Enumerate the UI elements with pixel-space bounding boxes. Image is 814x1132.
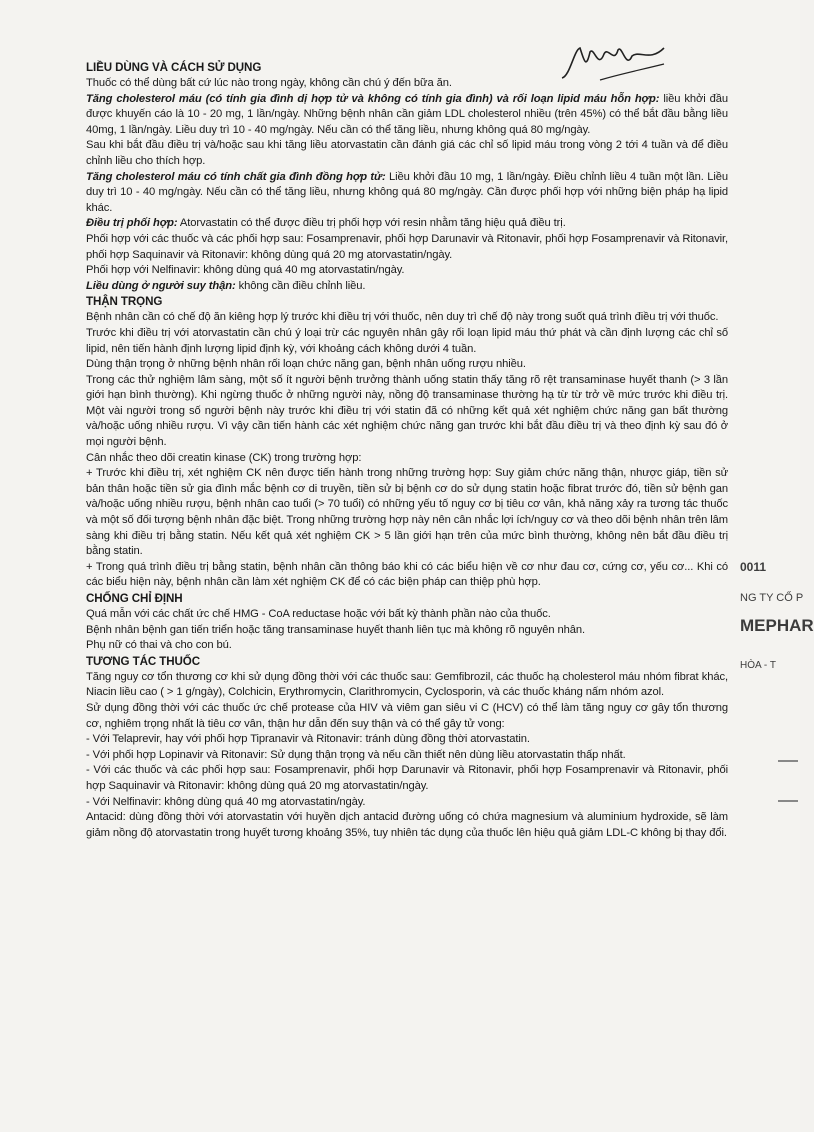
interactions-p4: - Với phối hợp Lopinavir và Ritonavir: Sử dụng thận trọng và nếu cần thiết nên dùng liều atorvastatin thấp nhất. <box>86 748 626 761</box>
dosage-p2-emphasis: Tăng cholesterol máu (có tính gia đình dị hợp tử và không có tính gia đình) và rối loạn lipid máu hỗn hợp: <box>86 92 660 105</box>
caution-p3: Dùng thận trọng ở những bệnh nhân rối loạn chức năng gan, bệnh nhân uống rượu nhiều. <box>86 358 526 371</box>
heading-caution: THẬN TRỌNG <box>86 295 163 309</box>
dosage-p5-emphasis: Điều trị phối hợp: <box>86 217 178 230</box>
dosage-p4 <box>86 170 728 217</box>
interactions-p2: Sử dụng đồng thời với các thuốc ức chế protease của HIV và viêm gan siêu vi C (HCV) có thể làm tăng nguy cơ gây tổn thương cơ, nghiêm trọng nhất là tiêu cơ vân, thận hư dẫn đến suy thận và có thể gây tử vong: <box>86 701 728 730</box>
caution-p5: Cân nhắc theo dõi creatin kinase (CK) trong trường hợp: <box>86 451 362 464</box>
dosage-p2-text: liều khởi đầu được khuyến cáo là 10 - 20 mg, 1 lần/ngày. Những bệnh nhân cần giảm LDL cholesterol nhiều (trên 45%) có thể bắt đầu bằng liều 40mg, 1 lần/ngày. Liều duy trì 10 - 40 mg/ngày. Nếu cần có thể tăng liều, nhưng không quá 80 mg/ngày. <box>86 92 728 136</box>
interactions-p3: - Với Telaprevir, hay với phối hợp Tipranavir và Ritonavir: tránh dùng đồng thời atorvastatin. <box>86 733 530 746</box>
interactions-p7: Antacid: dùng đồng thời với atorvastatin với huyền dịch antacid đường uống có chứa magnesium và aluminium hydroxide, sẽ làm giảm nồng độ atorvastatin trong huyết tương khoảng 35%, tuy nhiên tác dụng của thuốc lên hiệu quả giảm LDL-C không bị thay đổi. <box>86 811 728 839</box>
interactions-p5: - Với các thuốc và các phối hợp sau: Fosamprenavir, phối hợp Darunavir và Ritonavir, phối hợp Fosamprenavir và Ritonavir, phối hợp Saquinavir và Ritonavir: không dùng quá 20 mg atorvastatin/ngày. <box>86 764 728 792</box>
dosage-p2 <box>86 92 728 139</box>
dosage-p8-text: không cần điều chỉnh liều. <box>235 279 366 292</box>
dosage-p5-text: Atorvastatin có thể được điều trị phối hợp với resin nhằm tăng hiệu quả điều trị. <box>177 217 566 230</box>
heading-dosage: LIỀU DÙNG VÀ CÁCH SỬ DỤNG <box>86 61 262 74</box>
company-stamp <box>736 540 814 690</box>
contra-p1: Quá mẫn với các chất ức chế HMG - CoA reductase hoặc với bất kỳ thành phần nào của thuốc. <box>86 608 551 620</box>
stamp-line-3: MEPHAR <box>740 616 814 635</box>
dosage-p7: Phối hợp với Nelfinavir: không dùng quá 40 mg atorvastatin/ngày. <box>86 264 405 277</box>
dosage-p8 <box>86 279 728 295</box>
heading-interactions: TƯƠNG TÁC THUỐC <box>86 654 200 668</box>
caution-p4: Trong các thử nghiệm lâm sàng, một số ít người bệnh trưởng thành uống statin thấy tăng rõ rệt transaminase huyết thanh (> 3 lần giới hạn bình thường). Khi ngừng thuốc ở những người này, nồng độ transaminase thường hạ từ từ trở về mức trước khi điều trị. Một vài người trong số người bệnh này trước khi điều trị với statin đã có những kết quả xét nghiệm chức năng gan bất thường và/hoặc uống nhiều rượu. Vì vậy cần tiến hành các xét nghiệm chức năng gan trước khi bắt đầu điều trị và theo định kỳ sau đó ở mọi người bệnh. <box>86 373 728 449</box>
caution-p2: Trước khi điều trị với atorvastatin cần chú ý loại trừ các nguyên nhân gây rối loạn lipid máu thứ phát và cần định lượng các chỉ số lipid, nên tiến hành định lượng lipid định kỳ, với khoảng cách không dưới 4 tuần. <box>86 326 728 355</box>
caution-p6: + Trước khi điều trị, xét nghiệm CK nên được tiến hành trong những trường hợp: Suy giảm chức năng thận, nhược giáp, tiền sử bản thân hoặc tiền sử gia đình mắc bệnh cơ di truyền, tiền sử bị bệnh cơ do sử dụng statin hoặc fibrat trước đó, tiền sử bệnh gan và/hoặc uống nhiều rượu, bệnh nhân cao tuổi (> 70 tuổi) có những yếu tố nguy cơ bị tiêu cơ vân, khả năng xảy ra tương tác thuốc và một số đối tượng bệnh nhân đặc biệt. Trong những trường hợp này nên cân nhắc lợi ích/nguy cơ và theo dõi bệnh nhân trên lâm sàng khi điều trị bằng statin. Nếu kết quả xét nghiệm CK > 5 lần giới hạn trên của mức bình thường, không nên bắt đầu điều trị bằng statin. <box>86 467 728 558</box>
dosage-p8-emphasis: Liều dùng ở người suy thận: <box>86 279 236 292</box>
contra-p2: Bệnh nhân bệnh gan tiến triển hoặc tăng transaminase huyết thanh liên tục mà không rõ nguyên nhân. <box>86 623 585 636</box>
document-content <box>86 60 728 841</box>
interactions-p1: Tăng nguy cơ tổn thương cơ khi sử dụng đồng thời với các thuốc sau: Gemfibrozil, các thuốc hạ cholesterol máu nhóm fibrat khác, Niacin liều cao ( > 1 g/ngày), Colchicin, Erythromycin, Clarithromycin, Cyclosporin, và các thuốc kháng nấm nhóm azol. <box>86 670 728 699</box>
stamp-line-2: NG TY CỔ P <box>740 592 804 604</box>
edge-mark <box>778 760 798 762</box>
caution-p1: Bệnh nhân cần có chế độ ăn kiêng hợp lý trước khi điều trị với thuốc, nên duy trì chế độ này trong suốt quá trình điều trị với thuốc. <box>86 311 719 324</box>
edge-mark <box>778 800 798 802</box>
stamp-line-1: 0011 <box>740 560 767 574</box>
dosage-p5 <box>86 216 728 232</box>
dosage-p1: Thuốc có thể dùng bất cứ lúc nào trong ngày, không cần chú ý đến bữa ăn. <box>86 77 452 89</box>
stamp-line-4: HÒA - T <box>740 660 776 671</box>
caution-p7: + Trong quá trình điều trị bằng statin, bệnh nhân cần thông báo khi có các biểu hiện về cơ như đau cơ, cứng cơ, yếu cơ... Khi có các biểu hiện này, bệnh nhân cần làm xét nghiệm CK để có các biện pháp can thiệp phù hợp. <box>86 560 728 589</box>
contra-p3: Phụ nữ có thai và cho con bú. <box>86 639 232 652</box>
interactions-p6: - Với Nelfinavir: không dùng quá 40 mg atorvastatin/ngày. <box>86 795 366 808</box>
dosage-p4-text: Liều khởi đầu 10 mg, 1 lần/ngày. Điều chỉnh liều 4 tuần một lần. Liều duy trì 10 - 40 mg/ngày. Nếu cần có thể tăng liều, nhưng không quá 80 mg/ngày. Cần được phối hợp với những biện pháp hạ lipid khác. <box>86 170 728 214</box>
dosage-p3: Sau khi bắt đầu điều trị và/hoặc sau khi tăng liều atorvastatin cần đánh giá các chỉ số lipid máu trong vòng 2 tới 4 tuần và để điều chỉnh liều cho thích hợp. <box>86 139 728 167</box>
dosage-p4-emphasis: Tăng cholesterol máu có tính chất gia đình đồng hợp tử: <box>86 170 386 183</box>
heading-contraindications: CHỐNG CHỈ ĐỊNH <box>86 592 183 605</box>
dosage-p6: Phối hợp với các thuốc và các phối hợp sau: Fosamprenavir, phối hợp Darunavir và Ritonavir, phối hợp Fosamprenavir và Ritonavir, phối hợp Saquinavir và Ritonavir: không dùng quá 20 mg atorvastatin/ngày. <box>86 232 729 261</box>
